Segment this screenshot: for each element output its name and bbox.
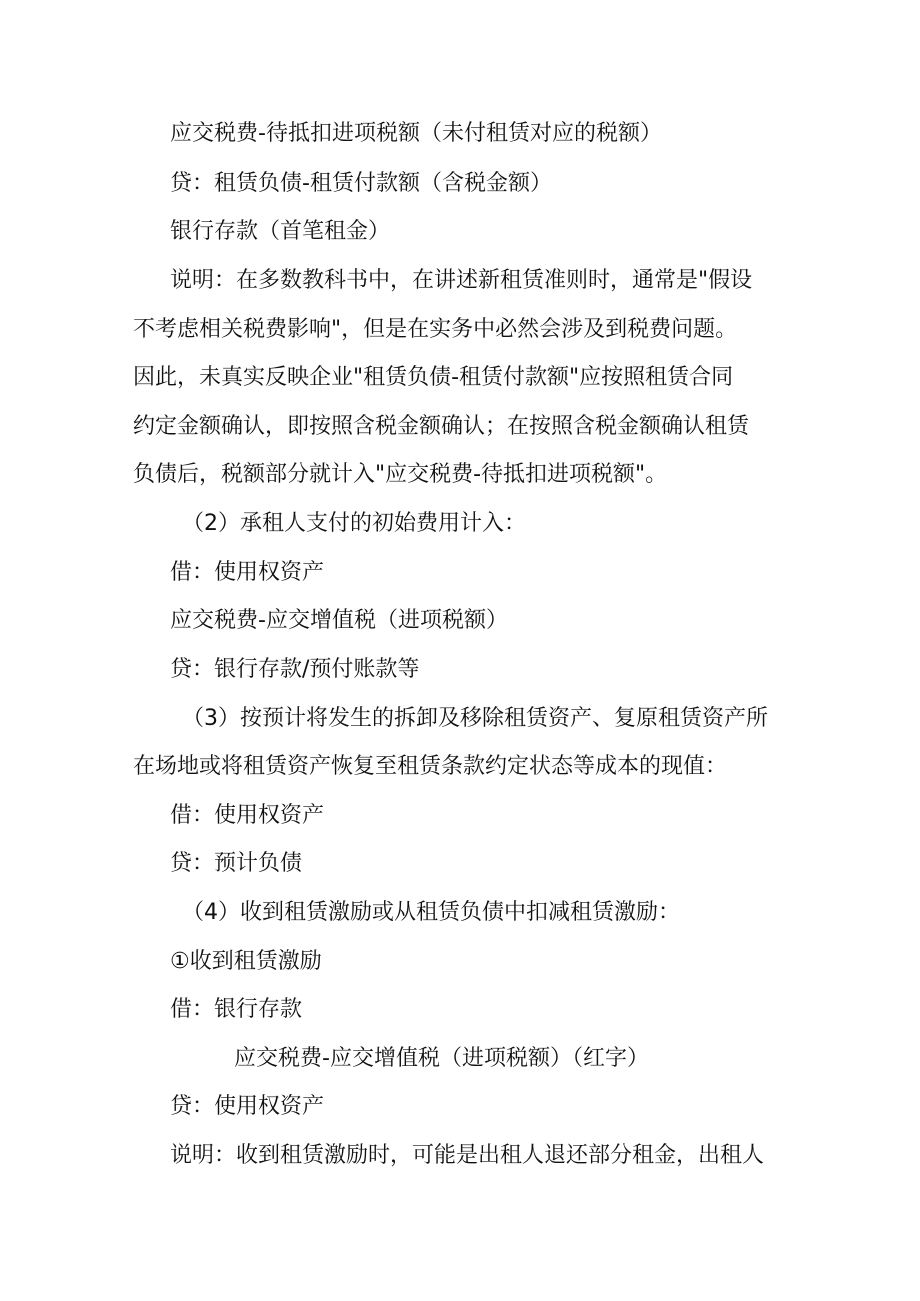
- text-line: 贷：使用权资产: [170, 1094, 325, 1119]
- text-line: 借：银行存款: [170, 997, 303, 1022]
- text-line: 借：使用权资产: [170, 803, 325, 828]
- text-line: 借：使用权资产: [170, 560, 325, 585]
- text-line: 应交税费-应交增值税（进项税额）（红字）: [234, 1046, 649, 1071]
- section-heading: （3）按预计将发生的拆卸及移除租赁资产、复原租赁资产所: [182, 706, 768, 731]
- text-line: 应交税费-应交增值税（进项税额）: [170, 608, 508, 633]
- text-line: ①收到租赁激励: [170, 949, 322, 974]
- text-line: 贷：预计负债: [170, 851, 303, 876]
- text-line: 银行存款（首笔租金）: [170, 219, 391, 244]
- text-line: 说明：在多数教科书中，在讲述新租赁准则时，通常是"假设: [170, 268, 753, 293]
- section-heading: （4）收到租赁激励或从租赁负债中扣减租赁激励：: [182, 900, 680, 925]
- text-line: 应交税费-待抵扣进项税额（未付租赁对应的税额）: [170, 121, 662, 146]
- text-line: 因此，未真实反映企业"租赁负债-租赁付款额"应按照租赁合同: [133, 365, 734, 390]
- text-line: 说明：收到租赁激励时，可能是出租人退还部分租金，出租人: [170, 1143, 765, 1168]
- text-line: 不考虑相关税费影响"，但是在实务中必然会涉及到税费问题。: [133, 317, 738, 342]
- text-line: 负债后，税额部分就计入"应交税费-待抵扣进项税额"。: [133, 462, 668, 487]
- text-line: 约定金额确认，即按照含税金额确认；在按照含税金额确认租赁: [133, 414, 750, 439]
- section-heading: （2）承租人支付的初始费用计入：: [182, 511, 526, 536]
- text-line: 贷：银行存款/预付账款等: [170, 657, 420, 682]
- text-line: 在场地或将租赁资产恢复至租赁条款约定状态等成本的现值：: [133, 754, 728, 779]
- text-line: 贷：租赁负债-租赁付款额（含税金额）: [170, 171, 552, 196]
